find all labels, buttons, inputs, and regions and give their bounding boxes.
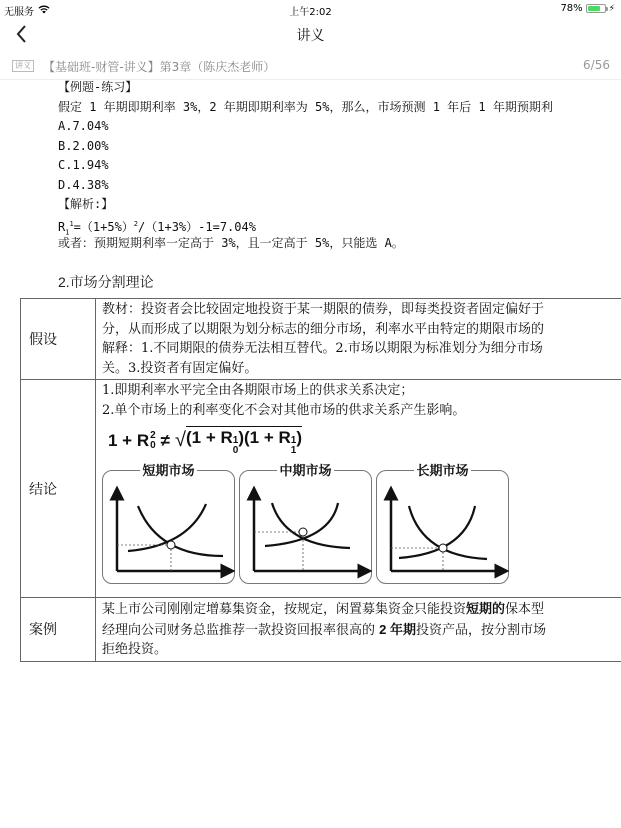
section-title: 2.市场分割理论 bbox=[58, 274, 154, 290]
exercise-heading: 【例题-练习】 bbox=[58, 80, 138, 94]
mid-term-market-chart: 中期市场 bbox=[239, 470, 372, 584]
status-bar bbox=[0, 0, 621, 18]
status-right bbox=[560, 3, 615, 14]
theory-table bbox=[20, 298, 621, 662]
clock: 上午2:02 bbox=[289, 7, 332, 18]
option-a: A.7.04% bbox=[58, 119, 109, 133]
document-title: 【基础班-财管-讲义】第3章（陈庆杰老师） bbox=[43, 60, 276, 74]
row-label: 假设 bbox=[21, 299, 96, 380]
document-tag: 讲义 bbox=[12, 60, 34, 72]
table-row-case bbox=[21, 598, 621, 662]
table-row-conclusion bbox=[21, 380, 621, 598]
option-c: C.1.94% bbox=[58, 158, 109, 172]
page-title: 讲义 bbox=[296, 28, 325, 44]
table-row-assumption bbox=[21, 299, 621, 380]
exercise-block bbox=[58, 78, 621, 254]
analysis-alternative: 或者：预期短期利率一定高于 3%，且一定高于 5%，只能选 A。 bbox=[58, 236, 404, 250]
battery-percent: 78% bbox=[560, 3, 583, 14]
option-d: D.4.38% bbox=[58, 177, 109, 192]
short-term-market-chart: 短期市场 bbox=[102, 470, 235, 584]
long-term-market-chart: 长期市场 bbox=[376, 470, 509, 584]
inequality-formula: 1 + R 2 0 ≠ √ (1 + R 1 0 )(1 + R 1 1 ) bbox=[108, 428, 303, 456]
page-counter: 6/56 bbox=[583, 58, 610, 72]
row-label: 结论 bbox=[21, 380, 96, 598]
exercise-question: 假定 1 年期即期利率 3%，2 年期即期利率为 5%，那么，市场预测 1 年后 1 年期预期利 bbox=[58, 99, 553, 114]
option-b: B.2.00% bbox=[58, 138, 109, 153]
charging-icon: ⚡ bbox=[608, 3, 615, 14]
analysis-heading: 【解析:】 bbox=[58, 197, 114, 211]
carrier-label: 无服务 bbox=[4, 7, 34, 18]
market-charts bbox=[102, 463, 621, 584]
battery-icon bbox=[586, 4, 606, 13]
row-label: 案例 bbox=[21, 598, 96, 662]
conclusion-content: 1.即期利率水平完全由各期限市场上的供求关系决定； 2.单个市场上的利率变化不会对其他市场的供求关系产生影响。 1 + R 2 0 ≠ √ (1 + R 1 0 )(1 + R 1 1 ) 短期市场 中期市场 长期市场 bbox=[96, 380, 621, 598]
document-header bbox=[0, 56, 621, 76]
assumption-content: 教材：投资者会比较固定地投资于某一期限的债券，即每类投资者固定偏好于 分，从而形成了以期限为划分标志的细分市场，利率水平由特定的期限市场的 解释：1.不同期限的债券无法相互替代。2.市场以期限为标准划分为细分市场 关。3.投资者有固定偏好。 bbox=[96, 299, 621, 380]
case-content: 某上市公司刚刚定增募集资金，按规定，闲置募集资金只能投资短期的保本型 经理向公司财务总监推荐一款投资回报率很高的 2 年期投资产品，按分割市场 拒绝投资。 bbox=[96, 598, 621, 662]
analysis-formula: $R_1^1=(1+5\%)^2/(1+3\%)-1=7.04\%$ bbox=[58, 219, 256, 236]
nav-bar bbox=[0, 18, 621, 52]
